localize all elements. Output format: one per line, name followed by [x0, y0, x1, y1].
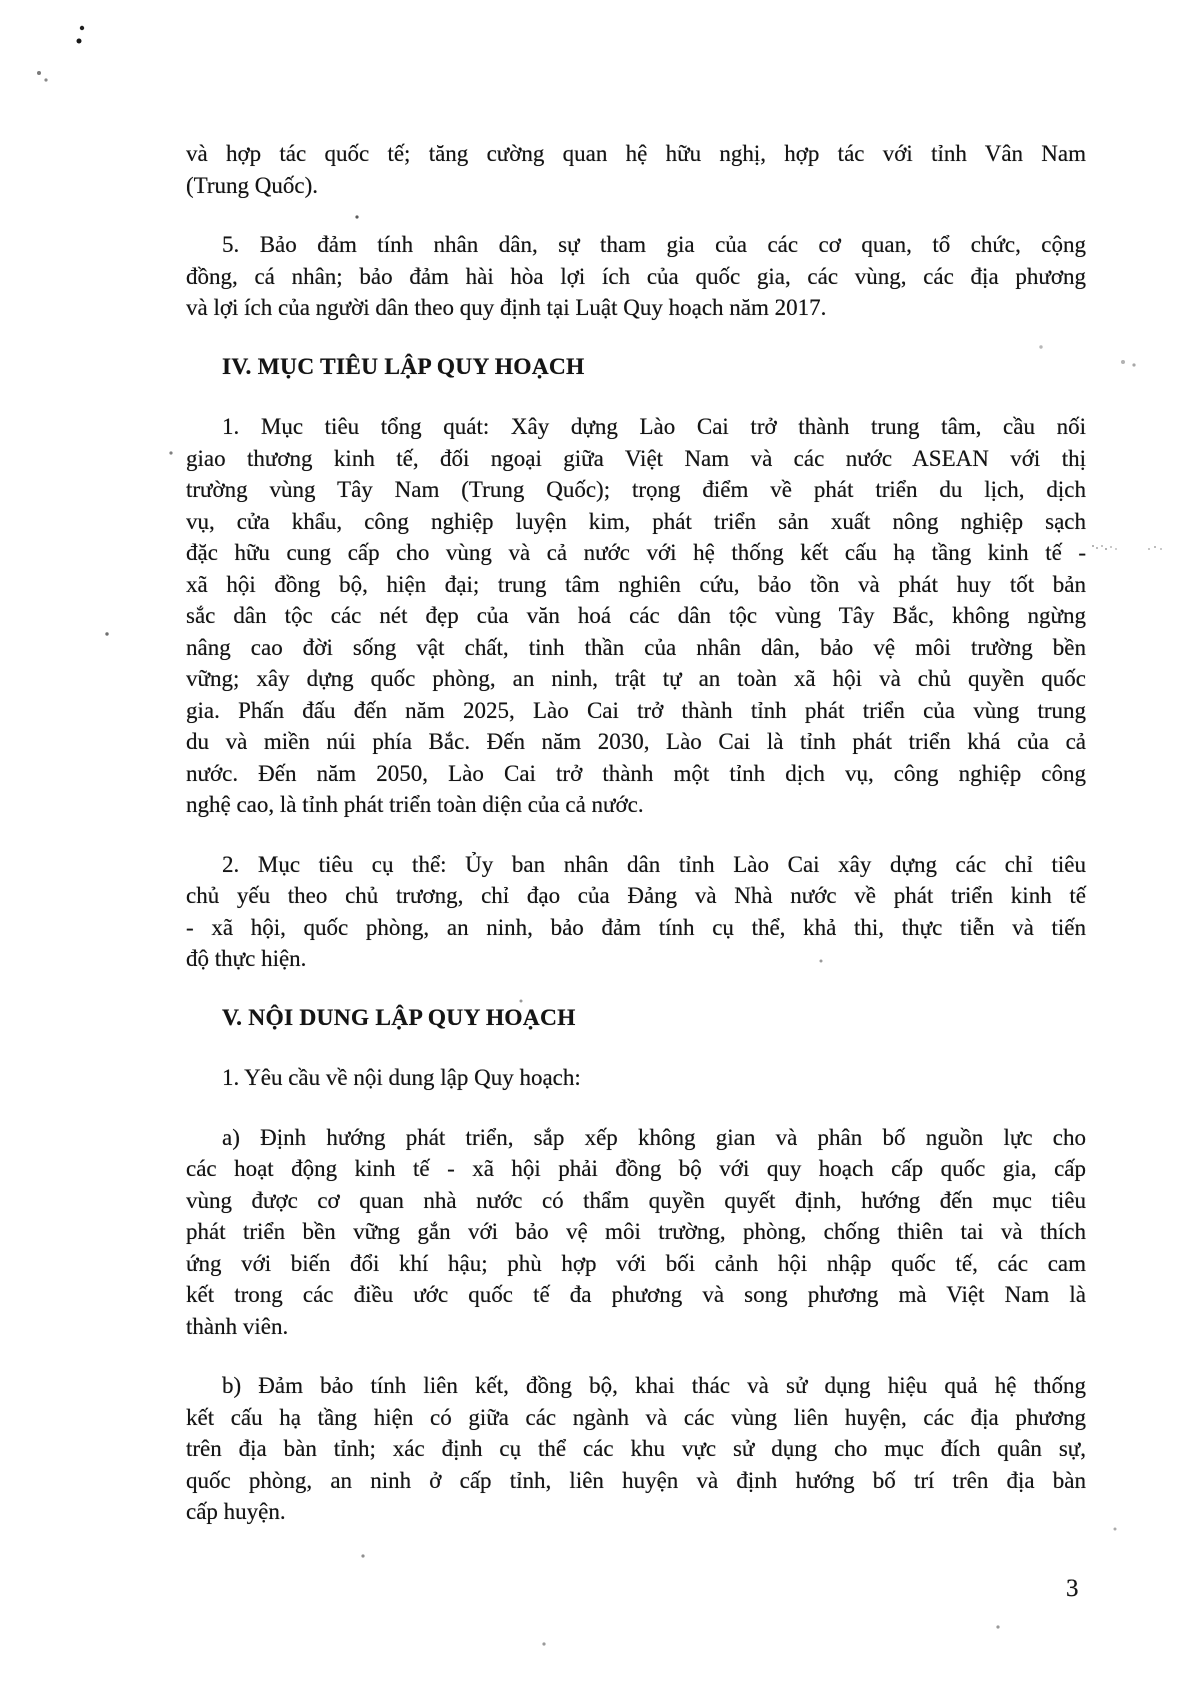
text-line: 2. Mục tiêu cụ thể: Ủy ban nhân dân tỉnh Lào Cai xây dựng các chỉ tiêu — [222, 851, 1086, 877]
paragraph — [186, 138, 1086, 201]
text-line: 5. Bảo đảm tính nhân dân, sự tham gia của các cơ quan, tổ chức, cộng — [222, 232, 1086, 257]
text-line: quốc phòng, an ninh ở cấp tỉnh, liên huyện và định hướng bố trí trên địa bàn — [186, 1467, 1086, 1493]
text-line: các hoạt động kinh tế - xã hội phải đồng bộ với quy hoạch cấp quốc gia, cấp — [186, 1156, 1086, 1181]
text-line: ứng với biến đổi khí hậu; phù hợp với bối cảnh hội nhập quốc tế, các cam — [186, 1250, 1086, 1276]
text-line: vững; xây dựng quốc phòng, an ninh, trật tự an toàn xã hội và chủ quyền quốc — [186, 666, 1086, 691]
paragraph — [186, 1062, 1086, 1094]
text-line: đồng, cá nhân; bảo đảm hài hòa lợi ích của quốc gia, các vùng, các địa phương — [186, 263, 1086, 289]
text-line: trên địa bàn tỉnh; xác định cụ thể các khu vực sử dụng cho mục đích quân sự, — [186, 1436, 1086, 1461]
text-line: 1. Yêu cầu về nội dung lập Quy hoạch: — [222, 1065, 581, 1090]
text-line: và hợp tác quốc tế; tăng cường quan hệ hữu nghị, hợp tác với tỉnh Vân Nam — [186, 141, 1086, 166]
scan-noise — [1092, 545, 1094, 547]
text-line: và lợi ích của người dân theo quy định tại Luật Quy hoạch năm 2017. — [186, 295, 827, 320]
paragraph — [186, 411, 1086, 821]
text-line: nâng cao đời sống vật chất, tinh thần của nhân dân, bảo vệ môi trường bền — [186, 634, 1086, 660]
paragraph — [186, 849, 1086, 975]
scan-speck-layer — [0, 0, 2, 2]
text-line: (Trung Quốc). — [186, 172, 319, 198]
text-line: nước. Đến năm 2050, Lào Cai trở thành một tỉnh dịch vụ, công nghiệp công — [186, 760, 1086, 786]
text-line: giao thương kinh tế, đối ngoại giữa Việt Nam và các nước ASEAN với thị — [186, 445, 1086, 471]
section-heading: V. NỘI DUNG LẬP QUY HOẠCH — [222, 1004, 576, 1031]
paragraph — [186, 1370, 1086, 1528]
text-line: đặc hữu cung cấp cho vùng và cả nước với hệ thống kết cấu hạ tầng kinh tế - — [186, 540, 1086, 565]
text-line: thành viên. — [186, 1313, 289, 1339]
text-line: sắc dân tộc các nét đẹp của văn hoá các dân tộc vùng Tây Bắc, không ngừng — [186, 603, 1086, 628]
text-line: kết trong các điều ước quốc tế đa phương và song phương mà Việt Nam là — [186, 1282, 1086, 1307]
page-number: 3 — [1066, 1575, 1079, 1602]
text-line: - xã hội, quốc phòng, an ninh, bảo đảm tính cụ thể, khả thi, thực tiễn và tiến — [186, 914, 1086, 940]
text-line: a) Định hướng phát triển, sắp xếp không gian và phân bố nguồn lực cho — [222, 1124, 1086, 1150]
text-line: phát triển bền vững gắn với bảo vệ môi trường, phòng, chống thiên tai và thích — [186, 1219, 1086, 1244]
text-line: du và miền núi phía Bắc. Đến năm 2030, Lào Cai là tỉnh phát triển khá của cả — [186, 729, 1086, 754]
text-line: độ thực hiện. — [186, 946, 307, 971]
document-content — [186, 138, 1086, 1528]
section-heading: IV. MỤC TIÊU LẬP QUY HOẠCH — [222, 353, 585, 380]
text-line: kết cấu hạ tầng hiện có giữa các ngành và các vùng liên huyện, các địa phương — [186, 1404, 1086, 1430]
text-line: vụ, cửa khẩu, công nghiệp luyện kim, phát triển sản xuất nông nghiệp sạch — [186, 508, 1086, 534]
text-line: b) Đảm bảo tính liên kết, đồng bộ, khai thác và sử dụng hiệu quả hệ thống — [222, 1373, 1086, 1398]
text-line: xã hội đồng bộ, hiện đại; trung tâm nghiên cứu, bảo tồn và phát huy tốt bản — [186, 571, 1086, 597]
text-line: cấp huyện. — [186, 1499, 286, 1524]
text-line: nghệ cao, là tỉnh phát triển toàn diện của cả nước. — [186, 792, 644, 817]
text-line: trường vùng Tây Nam (Trung Quốc); trọng điểm về phát triển du lịch, dịch — [186, 477, 1086, 502]
text-line: chủ yếu theo chủ trương, chỉ đạo của Đảng và Nhà nước về phát triển kinh tế — [186, 883, 1086, 908]
text-line: gia. Phấn đấu đến năm 2025, Lào Cai trở thành tỉnh phát triển của vùng trung — [186, 697, 1086, 723]
paragraph — [186, 1122, 1086, 1343]
text-line: 1. Mục tiêu tổng quát: Xây dựng Lào Cai trở thành trung tâm, cầu nối — [222, 414, 1086, 439]
text-line: vùng được cơ quan nhà nước có thẩm quyền quyết định, hướng đến mục tiêu — [186, 1187, 1086, 1213]
paragraph — [186, 229, 1086, 324]
